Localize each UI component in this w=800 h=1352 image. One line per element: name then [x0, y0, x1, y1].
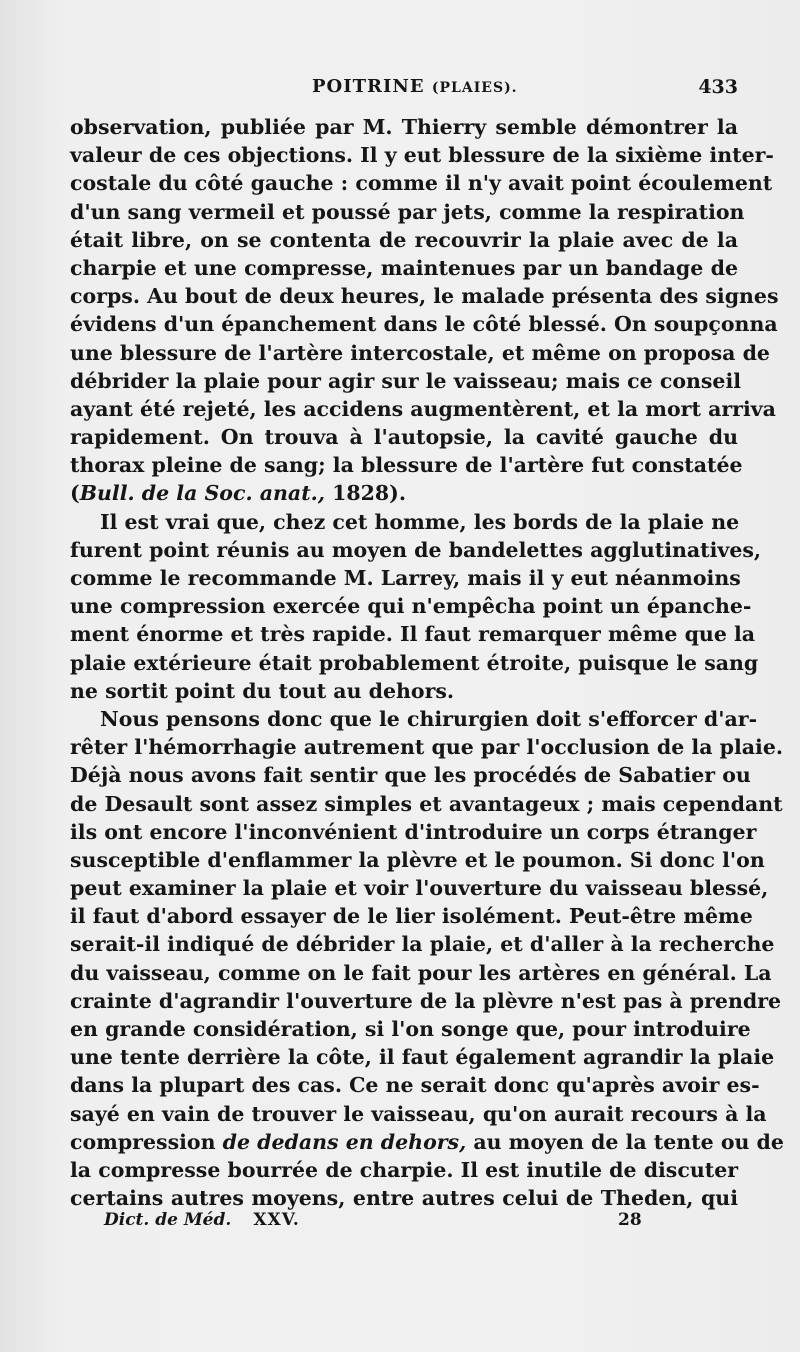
text-line: corps. Au bout de deux heures, le malade présenta des signes [70, 284, 779, 309]
text-line: une tente derrière la côte, il faut également agrandir la plaie [70, 1045, 775, 1070]
running-head-subtitle: (PLAIES). [431, 80, 518, 96]
text-line: comme le recommande M. Larrey, mais il y eut néanmoins [70, 566, 741, 590]
text-line: évidens d'un épanchement dans le côté blessé. On soupçonna [70, 312, 778, 337]
page-footer [70, 1210, 738, 1236]
text-segment: compression [70, 1129, 223, 1154]
text-line: en grande considération, si l'on songe que, pour introduire [70, 1017, 751, 1041]
page-number: 433 [698, 76, 738, 98]
citation-line [70, 479, 738, 507]
text-line: crainte d'agrandir l'ouverture de la plèvre n'est pas à prendre [70, 988, 782, 1013]
text-line: Déjà nous avons fait sentir que les procédés de Sabatier ou [70, 763, 751, 788]
citation-year: 1828). [324, 481, 406, 506]
citation-open: ( [70, 481, 80, 506]
text-line: Il est vrai que, chez cet homme, les bords de la plaie ne [100, 509, 740, 534]
text-line: ils ont encore l'inconvénient d'introduire un corps étranger [70, 819, 757, 844]
text-line: sayé en vain de trouver le vaisseau, qu'on aurait recours à la [70, 1101, 767, 1126]
text-line: la compresse bourrée de charpie. Il est inutile de discuter [70, 1157, 739, 1182]
text-line: ayant été rejeté, les accidens augmentèrent, et la mort arriva [70, 396, 776, 421]
italic-phrase: de dedans en dehors, [222, 1129, 467, 1154]
text-segment: au moyen de la tente ou de [466, 1129, 784, 1154]
text-line: certains autres moyens, entre autres celui de Theden, qui [70, 1186, 738, 1211]
text-line: furent point réunis au moyen de bandelettes agglutinatives, [70, 537, 762, 562]
text-line: ment énorme et très rapide. Il faut remarquer même que la [70, 622, 756, 647]
text-line: il faut d'abord essayer de le lier isolément. Peut-être même [70, 904, 753, 929]
text-line: d'un sang vermeil et poussé par jets, comme la respiration [70, 199, 745, 224]
text-line: une compression exercée qui n'empêcha point un épanche- [70, 594, 752, 619]
text-line: une blessure de l'artère intercostale, et même on proposa de [70, 340, 770, 365]
page-header [70, 76, 738, 106]
text-line: était libre, on se contenta de recouvrir la plaie avec de la [70, 227, 738, 252]
text-line: débrider la plaie pour agir sur le vaisseau; mais ce conseil [70, 368, 742, 393]
text-line: de Desault sont assez simples et avantageux ; mais cependant [70, 791, 783, 816]
running-head-title: POITRINE [312, 76, 425, 97]
text-line: costale du côté gauche : comme il n'y avait point écoulement [70, 171, 773, 196]
body-text [70, 113, 784, 1212]
text-line: ne sortit point du tout au dehors. [70, 678, 455, 703]
text-line: du vaisseau, comme on le fait pour les artères en général. La [70, 960, 772, 985]
text-line: dans la plupart des cas. Ce ne serait donc qu'après avoir es- [70, 1073, 760, 1098]
printer-signature [104, 1210, 300, 1230]
text-line: susceptible d'enflammer la plèvre et le poumon. Si donc l'on [70, 847, 765, 872]
text-line: observation, publiée par M. Thierry semble démontrer la [70, 115, 738, 139]
text-line: valeur de ces objections. Il y eut blessure de la sixième inter- [70, 143, 774, 168]
text-line: thorax pleine de sang; la blessure de l'artère fut constatée [70, 453, 743, 478]
text-line: charpie et une compresse, maintenues par un bandage de [70, 255, 738, 280]
text-line: rapidement. On trouva à l'autopsie, la cavité gauche du [70, 425, 738, 450]
mixed-text-line [70, 1128, 784, 1156]
signature-volume: XXV. [253, 1210, 300, 1230]
text-line: Nous pensons donc que le chirurgien doit s'efforcer d'ar- [100, 706, 758, 731]
signature-title: Dict. de Méd. [104, 1210, 232, 1230]
text-line: peut examiner la plaie et voir l'ouverture du vaisseau blessé, [70, 876, 769, 901]
signature-mark: 28 [618, 1210, 642, 1230]
running-head [312, 76, 518, 97]
text-line: rêter l'hémorrhagie autrement que par l'occlusion de la plaie. [70, 735, 784, 760]
text-line: serait-il indiqué de débrider la plaie, et d'aller à la recherche [70, 932, 775, 957]
text-line: plaie extérieure était probablement étroite, puisque le sang [70, 650, 759, 675]
citation-source: Bull. de la Soc. anat., [79, 481, 325, 506]
